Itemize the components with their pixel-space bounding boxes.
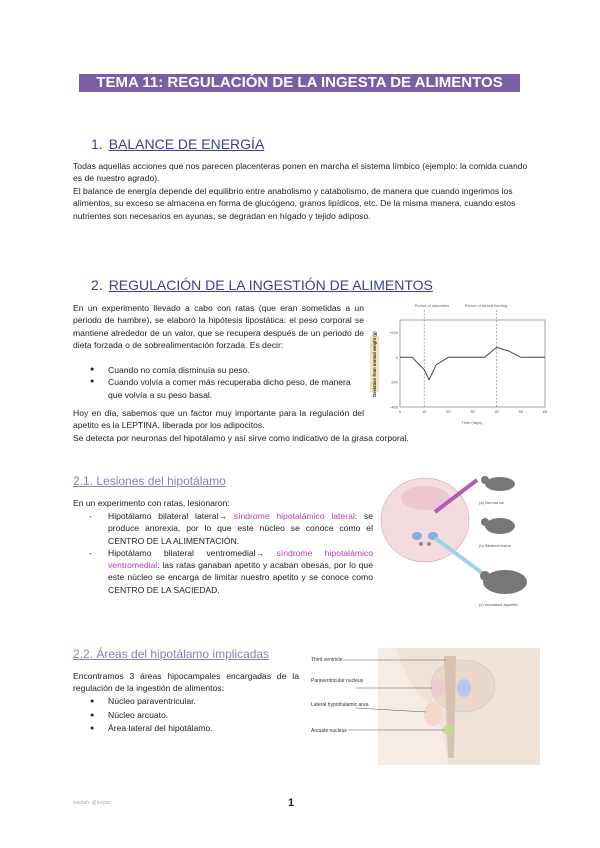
item-text: Hipotálamo bilateral lateral→ bbox=[108, 511, 234, 521]
section-2-paragraph-3: Se detecta por neuronas del hipotálamo y así sirve como indicativo de la grasa corporal. bbox=[73, 433, 409, 443]
section-2-2-paragraph: Encontramos 3 áreas hipocampales encargadas de la regulación de la ingestión de alimentos: bbox=[73, 671, 299, 694]
section-2-1-heading: 2.1. Lesiones del hipotálamo bbox=[73, 474, 226, 488]
chart-y-tick-label: -400 bbox=[389, 404, 398, 410]
rat-normal-icon bbox=[485, 477, 515, 491]
chart-x-tick-label: 50 bbox=[518, 409, 524, 414]
section-2-paragraph-1: En un experimento llevado a cabo con ratas (que eran sometidas a un periodo de hambre), se elaboró la hipótesis lipostática: el peso corporal se mantiene alrededor de un valor, que se recupera después de un periodo de dieta forzada o de sobrealimentación forzada. Es decir: bbox=[73, 303, 364, 350]
item-text: Hipotálamo bilateral ventromedial→ bbox=[108, 547, 277, 558]
section-2-1-lesion-list bbox=[73, 510, 373, 596]
list-item bbox=[73, 510, 373, 547]
chart-x-tick-label: 20 bbox=[446, 409, 451, 414]
rat-label-a: (a) Normal rat bbox=[479, 500, 504, 505]
section-2-1-intro: En un experimento con ratas, lesionaron: bbox=[73, 498, 230, 508]
rat-head-icon bbox=[480, 571, 490, 581]
section-2-2-heading: 2.2. Áreas del hipotálamo implicadas bbox=[73, 647, 270, 661]
chart-y-tick-label: -200 bbox=[389, 379, 398, 385]
lateral-hypothalamic-area bbox=[424, 702, 442, 726]
section-2-2-bullet-list bbox=[90, 695, 300, 736]
section-2-heading bbox=[91, 277, 433, 293]
chart-x-tick-label: 30 bbox=[470, 409, 475, 414]
section-1-paragraph-1: Todas aquellas acciones que nos parecen placenteras ponen en marcha el sistema límbico (ejemplo: la comida cuando es de nuestro agrado). bbox=[73, 161, 528, 184]
chart-label-starvation: Period of starvation bbox=[414, 303, 450, 308]
chart-xlabel: Time (days) bbox=[461, 420, 483, 425]
section-2-number: 2. bbox=[91, 277, 103, 293]
chart-x-tick-label: 60 bbox=[542, 409, 548, 414]
paraventricular-nucleus-right bbox=[457, 679, 471, 697]
chart-y-tick-label: +200 bbox=[388, 329, 398, 335]
section-2-bullet-list bbox=[90, 364, 364, 401]
list-item: ● Núcleo arcuato. bbox=[90, 709, 300, 723]
rat-head-icon bbox=[481, 518, 489, 526]
chart-x-tick-label: 0 bbox=[398, 409, 402, 414]
chart-x-tick-label: 40 bbox=[494, 409, 499, 414]
highlighted-term: síndrome hipotalámico ventromedial bbox=[108, 547, 373, 571]
footer-watermark: wuolah: @lucpac bbox=[73, 800, 112, 806]
arcuate-nucleus bbox=[443, 725, 455, 735]
list-item: ● Cuando no comía disminuía su peso. bbox=[90, 364, 364, 376]
section-1-title: BALANCE DE ENERGÍA bbox=[108, 136, 265, 152]
paraventricular-nucleus-left bbox=[431, 679, 445, 697]
section-2-title: REGULACIÓN DE LA INGESTIÓN DE ALIMENTOS bbox=[108, 277, 433, 293]
brain-label-paraventricular: Paraventricular nucleus bbox=[311, 678, 364, 684]
rat-label-c: (c) Increased appetite bbox=[479, 602, 518, 607]
rat-head-icon bbox=[481, 476, 489, 484]
lesion-marker bbox=[419, 542, 423, 546]
highlighted-term: síndrome hipotalámico lateral bbox=[233, 511, 355, 521]
lesion-marker bbox=[427, 542, 431, 546]
rat-label-b: (b) Bilateral lesion bbox=[479, 543, 512, 548]
document-title: TEMA 11: REGULACIÓN DE LA INGESTA DE ALIMENTOS bbox=[79, 74, 520, 92]
hypothalamus-areas-figure bbox=[308, 648, 540, 765]
rat-lesioned-icon bbox=[485, 518, 515, 534]
chart-ylabel: Deviation from normal weight (g) bbox=[372, 331, 377, 397]
list-item: ● Cuando volvía a comer más recuperaba dicho peso, de manera que volvía a su peso basal. bbox=[90, 376, 364, 401]
list-item bbox=[73, 547, 373, 596]
chart-label-forced-feeding: Period of forced feeding bbox=[464, 303, 508, 308]
section-1-number: 1. bbox=[91, 136, 103, 152]
section-1-heading bbox=[91, 136, 264, 152]
list-item: ● Núcleo paraventricular. bbox=[90, 695, 300, 709]
brain-label-arcuate: Arcuate nucleus bbox=[311, 728, 347, 734]
section-1-paragraph-2: El balance de energía depende del equilibrio entre anabolismo y catabolismo, de manera que cuando ingerimos los alimentos, su exceso se almacena en forma de glucógeno, granos lipídicos, etc. De la misma manera, cuando estos nutrientes son necesarios en ayunas, se degradan en hígado y tejido adiposo. bbox=[73, 186, 516, 221]
list-item: ● Área lateral del hipotálamo. bbox=[90, 722, 300, 736]
brain-label-third-ventricle: Third ventricle bbox=[311, 657, 343, 663]
rat-lesion-figure bbox=[377, 468, 547, 620]
weight-deviation-chart bbox=[365, 298, 550, 428]
item-text: : se produce anorexia, por lo que este núcleo se conoce como el CENTRO DE LA ALIMENTACIÓN. bbox=[108, 511, 373, 546]
brain-label-lateral-area: Lateral hypothalamic area bbox=[311, 702, 369, 708]
chart-y-tick-label: 0 bbox=[395, 354, 398, 360]
lateral-lesion bbox=[412, 532, 422, 540]
section-2-paragraph-2: Hoy en día, sabemos que un factor muy importante para la regulación del apetito es la LEPTINA, liberada por los adipocitos. bbox=[73, 408, 364, 431]
chart-x-tick-label: 10 bbox=[421, 409, 427, 414]
item-text: : las ratas ganaban apetito y acaban obesas, por lo que este núcleo se encarga de limitar nuestro apetito y se conoce como CENTRO DE LA SACIEDAD. bbox=[108, 560, 373, 595]
page-number: 1 bbox=[288, 797, 295, 809]
rat-obese-icon bbox=[483, 570, 527, 594]
